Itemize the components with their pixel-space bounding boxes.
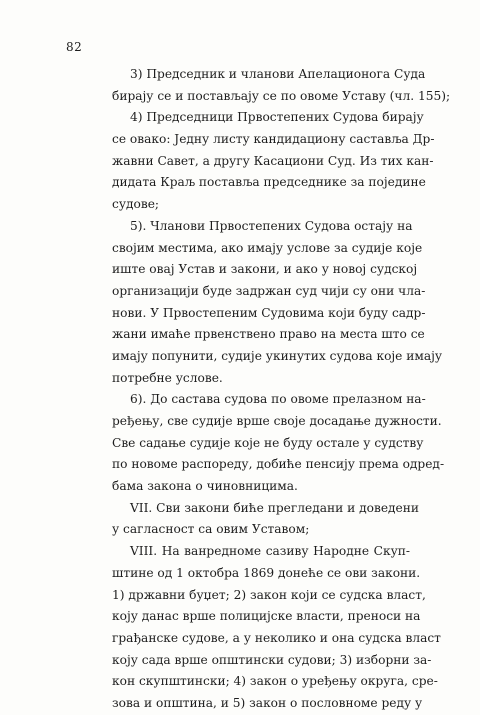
text-line: организацији буде задржан суд чији су они чла- <box>112 283 426 298</box>
text-line: имају попунити, судије укинутих судова које имају <box>112 348 443 363</box>
text-line: 4) Председници Првостепених Судова бирају <box>130 110 424 125</box>
text-line: VIII. На ванредноме сазиву Народне Скуп- <box>130 544 410 559</box>
text-line: бирају се и постављају се по овоме Уставу (чл. 155); <box>112 88 451 103</box>
text-line: дидата Краљ поставља председнике за поједине <box>112 175 426 190</box>
text-line: иште овај Устав и закони, и ако у новој судској <box>112 262 418 277</box>
text-line: бама закона о чиновницима. <box>112 479 298 494</box>
text-line: кон скупштински; 4) закон о уређењу округа, сре- <box>112 674 438 689</box>
page-number: 82 <box>66 40 83 54</box>
text-line: 1) државни буџет; 2) закон који се судска власт, <box>112 587 426 602</box>
text-line: коју сада врше општински судови; 3) изборни за- <box>112 652 432 667</box>
text-line: 3) Председник и чланови Апелационога Суда <box>130 67 426 81</box>
body-text <box>112 64 451 715</box>
text-line: Све садање судије које не буду остале у судству <box>112 435 424 450</box>
text-line: нови. У Првостепеним Судовима који буду садр- <box>112 305 426 320</box>
text-line: грађанске судове, а у неколико и она судска власт <box>112 630 441 645</box>
text-line: судове; <box>112 197 160 212</box>
text-line: зова и општина, и 5) закон о пословноме реду у <box>112 695 423 710</box>
text-line: по новоме распореду, добиће пенсију према одред- <box>112 457 445 472</box>
text-line: коју данас врше полицијске власти, преноси на <box>112 609 421 624</box>
text-line: ређењу, све судије врше своје досадање дужности. <box>112 414 442 428</box>
text-line: потребне услове. <box>112 370 223 385</box>
text-line: жавни Савет, а другу Касациони Суд. Из тих кан- <box>112 153 434 168</box>
text-line: 6). До састава судова по овоме прелазном на- <box>130 392 426 407</box>
text-line: жани имаће првенствено право на места што се <box>112 327 425 342</box>
text-line: у сагласност са овим Уставом; <box>112 522 310 537</box>
text-line: 5). Чланови Првостепених Судова остају на <box>130 218 413 233</box>
text-line: VII. Сви закони биће прегледани и доведени <box>130 500 419 515</box>
text-line: штине од 1 октобра 1869 донеће се ови закони. <box>112 565 421 580</box>
text-line: својим местима, ако имају услове за судије које <box>112 240 423 255</box>
text-line: се овако: Једну листу кандидациону саставља Др- <box>112 132 435 147</box>
